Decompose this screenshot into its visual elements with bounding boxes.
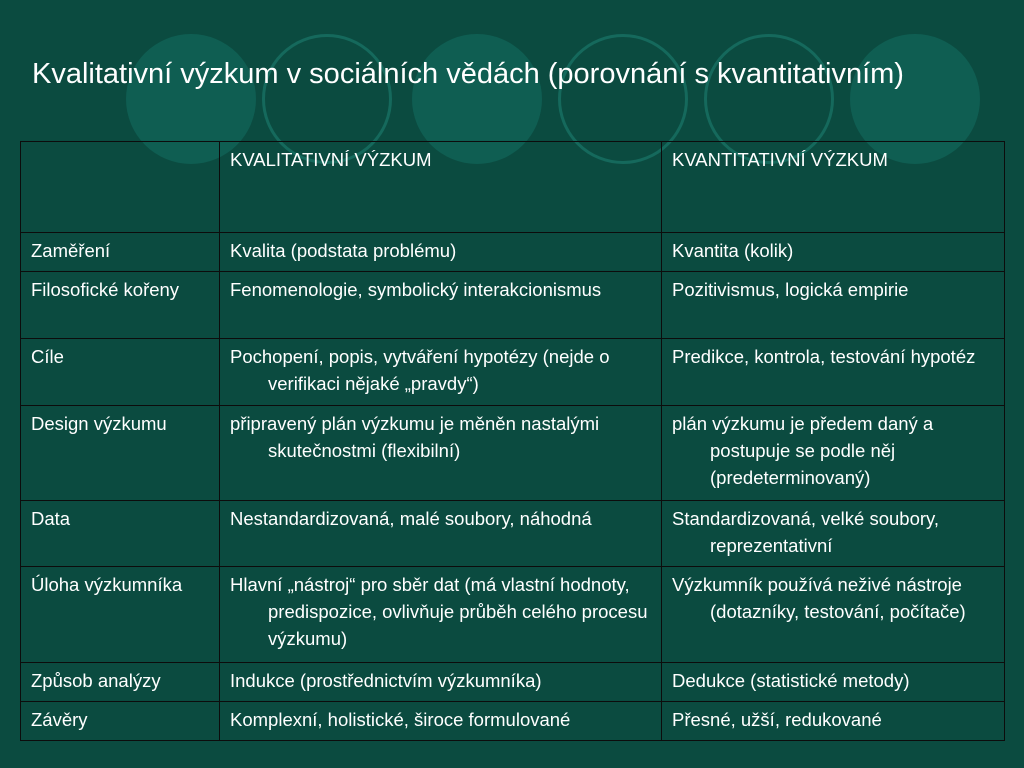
table-row	[21, 233, 1005, 272]
quantitative-cell: Výzkumník používá neživé nástroje (dotazníky, testování, počítače)	[662, 567, 1005, 663]
qualitative-cell: Pochopení, popis, vytváření hypotézy (nejde o verifikaci nějaké „pravdy“)	[220, 339, 662, 406]
row-label: Filosofické kořeny	[21, 272, 220, 339]
row-label: Způsob analýzy	[21, 663, 220, 702]
quantitative-cell: Predikce, kontrola, testování hypotéz	[662, 339, 1005, 406]
table-row	[21, 406, 1005, 501]
quantitative-cell: plán výzkumu je předem daný a postupuje se podle něj (predeterminovaný)	[662, 406, 1005, 501]
table-row	[21, 567, 1005, 663]
row-label: Závěry	[21, 702, 220, 741]
header-cell-quantitative: KVANTITATIVNÍ VÝZKUM	[662, 142, 1005, 233]
quantitative-cell: Kvantita (kolik)	[662, 233, 1005, 272]
qualitative-cell: připravený plán výzkumu je měněn nastalými skutečnostmi (flexibilní)	[220, 406, 662, 501]
row-label: Design výzkumu	[21, 406, 220, 501]
quantitative-cell: Standardizovaná, velké soubory, reprezentativní	[662, 501, 1005, 567]
row-label: Úloha výzkumníka	[21, 567, 220, 663]
header-cell-qualitative: KVALITATIVNÍ VÝZKUM	[220, 142, 662, 233]
comparison-table	[20, 141, 1005, 741]
header-cell-empty	[21, 142, 220, 233]
table-header-row	[21, 142, 1005, 233]
qualitative-cell: Komplexní, holistické, široce formulované	[220, 702, 662, 741]
qualitative-cell: Nestandardizovaná, malé soubory, náhodná	[220, 501, 662, 567]
row-label: Data	[21, 501, 220, 567]
table-row	[21, 663, 1005, 702]
table-row	[21, 501, 1005, 567]
quantitative-cell: Dedukce (statistické metody)	[662, 663, 1005, 702]
row-label: Cíle	[21, 339, 220, 406]
quantitative-cell: Přesné, užší, redukované	[662, 702, 1005, 741]
qualitative-cell: Hlavní „nástroj“ pro sběr dat (má vlastní hodnoty, predispozice, ovlivňuje průběh celého procesu výzkumu)	[220, 567, 662, 663]
qualitative-cell: Fenomenologie, symbolický interakcionismus	[220, 272, 662, 339]
slide-title: Kvalitativní výzkum v sociálních vědách (porovnání s kvantitativním)	[32, 58, 904, 90]
table-row	[21, 702, 1005, 741]
row-label: Zaměření	[21, 233, 220, 272]
table-row	[21, 272, 1005, 339]
quantitative-cell: Pozitivismus, logická empirie	[662, 272, 1005, 339]
qualitative-cell: Indukce (prostřednictvím výzkumníka)	[220, 663, 662, 702]
qualitative-cell: Kvalita (podstata problému)	[220, 233, 662, 272]
table-row	[21, 339, 1005, 406]
